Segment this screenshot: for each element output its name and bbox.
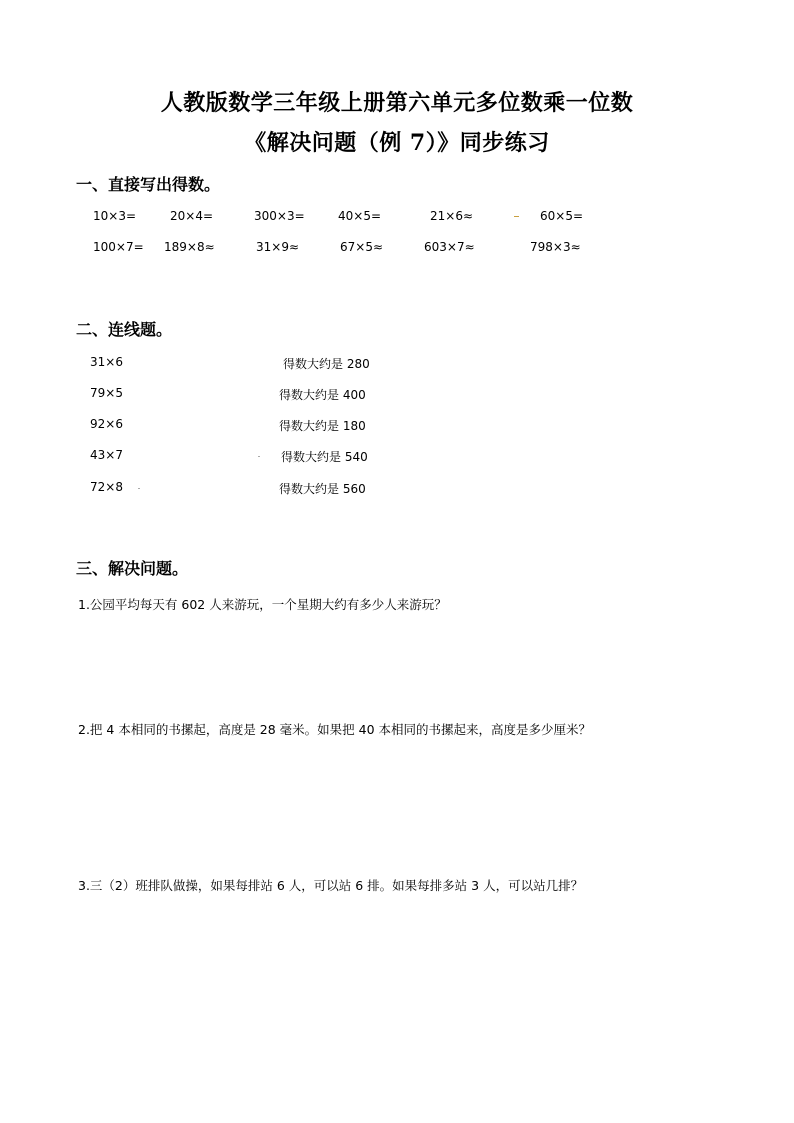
match-left-item: 79×5: [90, 386, 123, 400]
section3-heading: 三、解决问题。: [76, 559, 189, 578]
word-problem: 1.公园平均每天有 602 人来游玩，一个星期大约有多少人来游玩？: [78, 597, 447, 612]
calc-item: 60×5=: [540, 209, 584, 223]
word-problem: 3.三（2）班排队做操，如果每排站 6 人，可以站 6 排。如果每排多站 3 人，可以站几排？: [78, 878, 584, 893]
calc-item: 20×4=: [170, 209, 214, 223]
match-right-item: 得数大约是 400: [279, 388, 366, 402]
match-left-item: 43×7: [90, 448, 123, 462]
calc-item: 300×3=: [254, 209, 305, 223]
stray-mark: [514, 216, 519, 217]
match-right-item: 得数大约是 540: [281, 450, 368, 464]
section1-heading: 一、直接写出得数。: [76, 175, 221, 194]
calc-item: 21×6≈: [430, 209, 474, 223]
match-left-item: 72×8: [90, 480, 123, 494]
calc-item: 40×5=: [338, 209, 382, 223]
calc-item: 67×5≈: [340, 240, 384, 254]
calc-item: 31×9≈: [256, 240, 300, 254]
word-problem: 2.把 4 本相同的书摞起，高度是 28 毫米。如果把 40 本相同的书摞起来，高度是多少厘米？: [78, 722, 592, 737]
calc-item: 10×3=: [93, 209, 137, 223]
match-right-item: 得数大约是 280: [283, 357, 370, 371]
stray-mark: [258, 456, 260, 457]
match-right-item: 得数大约是 560: [279, 482, 366, 496]
calc-item: 189×8≈: [164, 240, 215, 254]
match-right-item: 得数大约是 180: [279, 419, 366, 433]
calc-item: 798×3≈: [530, 240, 581, 254]
document-title-line2: 《解决问题（例 7）》同步练习: [244, 130, 550, 156]
calc-item: 603×7≈: [424, 240, 475, 254]
stray-mark: [138, 488, 140, 489]
section2-heading: 二、连线题。: [76, 320, 173, 339]
document-title-line1: 人教版数学三年级上册第六单元多位数乘一位数: [160, 90, 634, 116]
calc-item: 100×7=: [93, 240, 144, 254]
match-left-item: 31×6: [90, 355, 123, 369]
match-left-item: 92×6: [90, 417, 123, 431]
